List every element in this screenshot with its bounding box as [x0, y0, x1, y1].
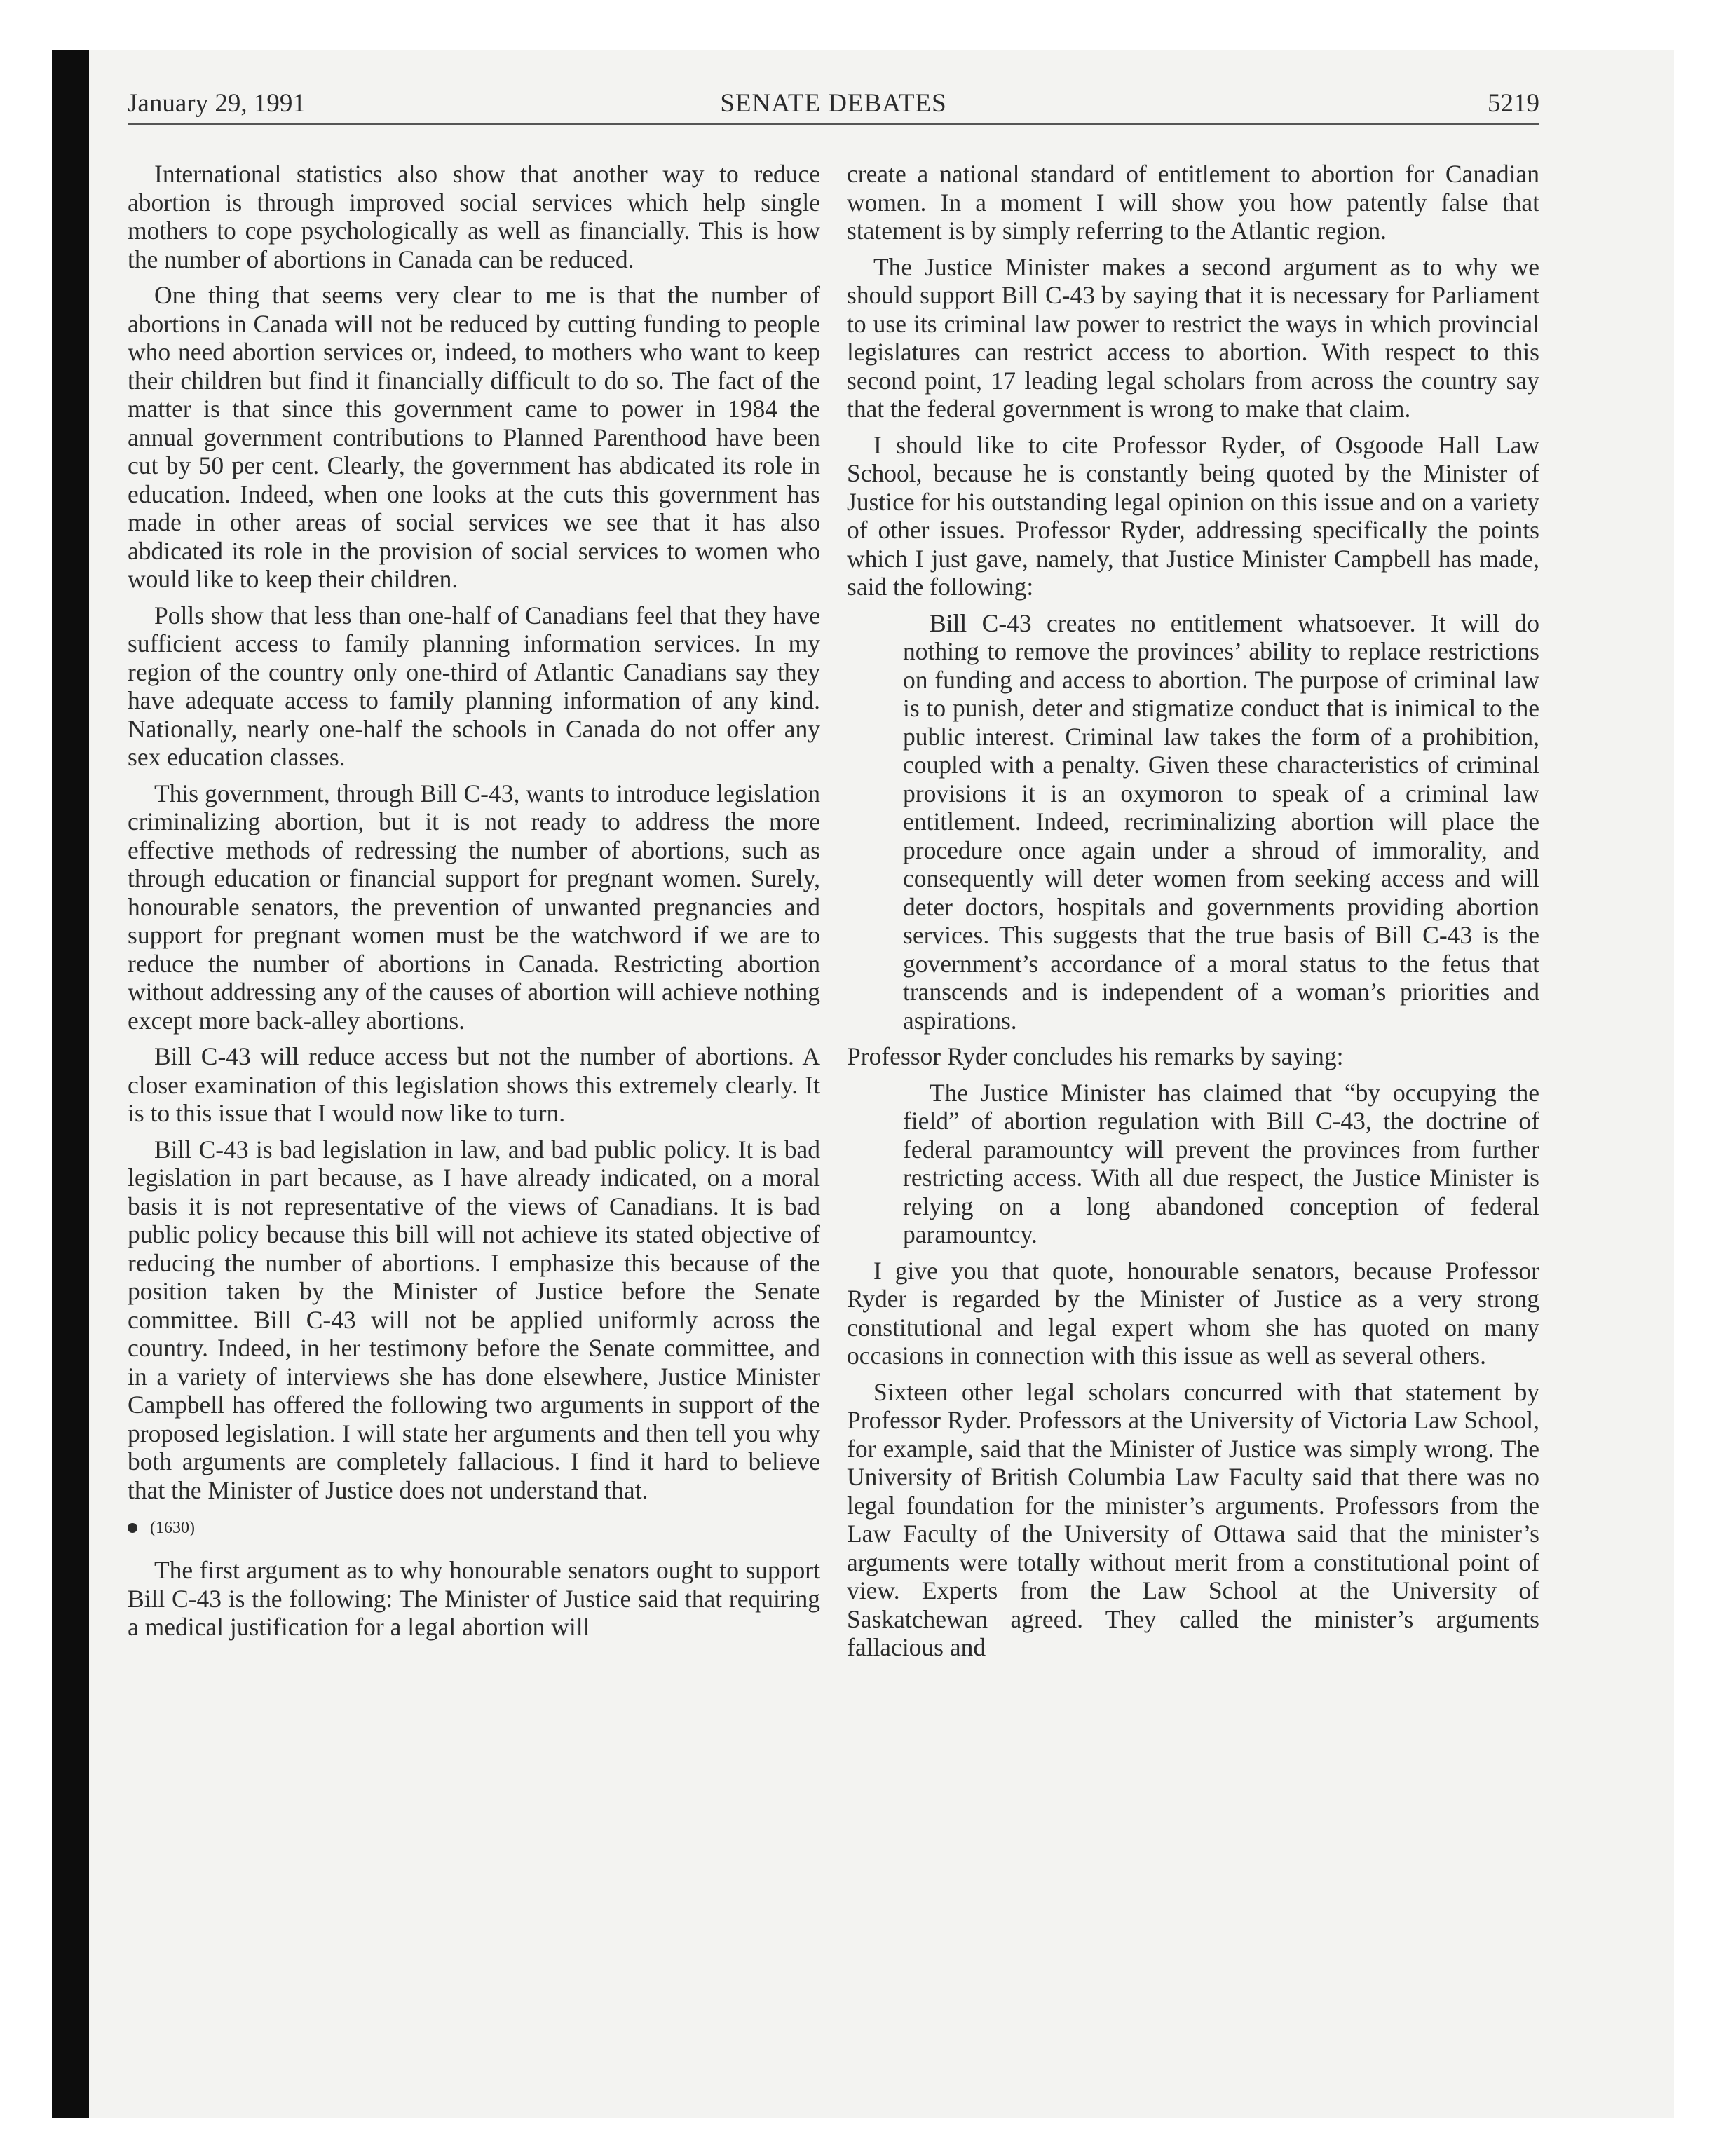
quote-text: The Justice Minister has claimed that “by occupying the field” of abortion regulation with Bill C-43, the doctrine of federal paramountcy will prevent the provinces from further restricting access. With all due respect, the Justice Minister is relying on a long abandoned conception of federal paramountcy. — [903, 1078, 1539, 1248]
paragraph: I give you that quote, honourable senators, because Professor Ryder is regarded by the Minister of Justice as a very strong constitutional and legal expert whom she has quoted on many occasions in connection with this issue as well as several others. — [847, 1256, 1539, 1370]
block-quote — [903, 1079, 1539, 1249]
time-marker — [128, 1515, 820, 1541]
continuation-paragraph: create a national standard of entitlement to abortion for Canadian women. In a moment I will show you how patently false that statement is by simply referring to the Atlantic region. — [847, 160, 1539, 245]
quote-text: Bill C-43 creates no entitlement whatsoever. It will do nothing to remove the provinces’ ability to replace restrictions on funding and access to abortion. The purpose of criminal law is to punish, deter and stigmatize conduct that is inimical to the public interest. Criminal law takes the form of a prohibition, coupled with a penalty. Given these characteristics of criminal provisions it is an oxymoron to speak of a criminal law entitlement. Indeed, recriminalizing abortion will place the procedure once again under a shroud of immorality, and consequently will deter women from seeking access and will deter doctors, hospitals and governments providing abortion services. This suggests that the true basis of Bill C-43 is the government’s accordance of a moral status to the fetus that transcends and is independent of a woman’s priorities and aspirations. — [903, 608, 1539, 1035]
paragraph: Bill C-43 is bad legislation in law, and bad public policy. It is bad legislation in part because, as I have already indicated, on a moral basis it is not representative of the views of Canadians. It is bad public policy because this bill will not achieve its stated objective of reducing the number of abortions. I emphasize this because of the position taken by the Minister of Justice before the Senate committee. Bill C-43 will not be applied uniformly across the country. Indeed, in her testimony before the Senate committee, and in a variety of interviews she has done elsewhere, Justice Minister Campbell has offered the following two arguments in support of the proposed legislation. I will state her arguments and then tell you why both arguments are completely fallacious. I find it hard to believe that the Minister of Justice does not understand that. — [128, 1135, 820, 1504]
header-title: SENATE DEBATES — [720, 89, 947, 118]
paragraph: This government, through Bill C-43, wants to introduce legislation criminalizing abortion, but it is not ready to address the more effective methods of redressing the number of abortions, such as through education or financial support for pregnant women. Surely, honourable senators, the prevention of unwanted pregnancies and support for pregnant women must be the watchword if we are to reduce the number of abortions in Canada. Restricting abortion without addressing any of the causes of abortion will achieve nothing except more back-alley abortions. — [128, 779, 820, 1035]
header-rule — [128, 123, 1539, 125]
paragraph: Sixteen other legal scholars concurred with that statement by Professor Ryder. Professors at the University of Victoria Law School, for example, said that the Minister of Justice was simply wrong. The University of British Columbia Law Faculty said that there was no legal foundation for the minister’s arguments. Professors from the Law Faculty of the University of Ottawa said that the minister’s arguments were totally without merit from a constitutional point of view. Experts from the Law School at the University of Saskatchewan agreed. They called the minister’s arguments fallacious and — [847, 1377, 1539, 1661]
time-marker-text: (1630) — [150, 1519, 195, 1537]
header-page-number: 5219 — [1488, 89, 1539, 118]
paragraph: I should like to cite Professor Ryder, of Osgoode Hall Law School, because he is constantly being quoted by the Minister of Justice for his outstanding legal opinion on this issue and on a variety of other issues. Professor Ryder, addressing specifically the points which I just gave, namely, that Justice Minister Campbell has made, said the following: — [847, 430, 1539, 601]
paragraph: One thing that seems very clear to me is that the number of abortions in Canada will not be reduced by cutting funding to people who need abortion services or, indeed, to mothers who want to keep their children but find it financially difficult to do so. The fact of the matter is that since this government came to power in 1984 the annual government contributions to Planned Parenthood have been cut by 50 per cent. Clearly, the government has abdicated its role in education. Indeed, when one looks at the cuts this government has made in other areas of social services we see that it has also abdicated its role in the provision of social services to women who would like to keep their children. — [128, 281, 820, 593]
block-quote — [903, 609, 1539, 1035]
right-column — [847, 160, 1539, 1670]
scan-edge — [52, 50, 89, 2118]
paragraph: The Justice Minister makes a second argument as to why we should support Bill C-43 by saying that it is necessary for Parliament to use its criminal law power to restrict the ways in which provincial legislatures can restrict access to abortion. With respect to this second point, 17 leading legal scholars from across the country say that the federal government is wrong to make that claim. — [847, 252, 1539, 423]
paragraph: Bill C-43 will reduce access but not the number of abortions. A closer examination of this legislation shows this extremely clearly. It is to this issue that I would now like to turn. — [128, 1042, 820, 1127]
paragraph: International statistics also show that another way to reduce abortion is through improved social services which help single mothers to cope psychologically as well as financially. This is how the number of abortions in Canada can be reduced. — [128, 160, 820, 273]
paragraph: Polls show that less than one-half of Canadians feel that they have sufficient access to family planning information services. In my region of the country only one-third of Atlantic Canadians say they have adequate access to family planning information of any kind. Nationally, nearly one-half the schools in Canada do not offer any sex education classes. — [128, 601, 820, 771]
bullet-icon — [128, 1523, 137, 1533]
paragraph: The first argument as to why honourable senators ought to support Bill C-43 is the following: The Minister of Justice said that requiring a medical justification for a legal abortion will — [128, 1556, 820, 1641]
quote-lead-in: Professor Ryder concludes his remarks by saying: — [847, 1042, 1344, 1070]
page-header — [128, 84, 1539, 123]
header-date: January 29, 1991 — [128, 89, 306, 118]
left-column — [128, 160, 820, 1649]
